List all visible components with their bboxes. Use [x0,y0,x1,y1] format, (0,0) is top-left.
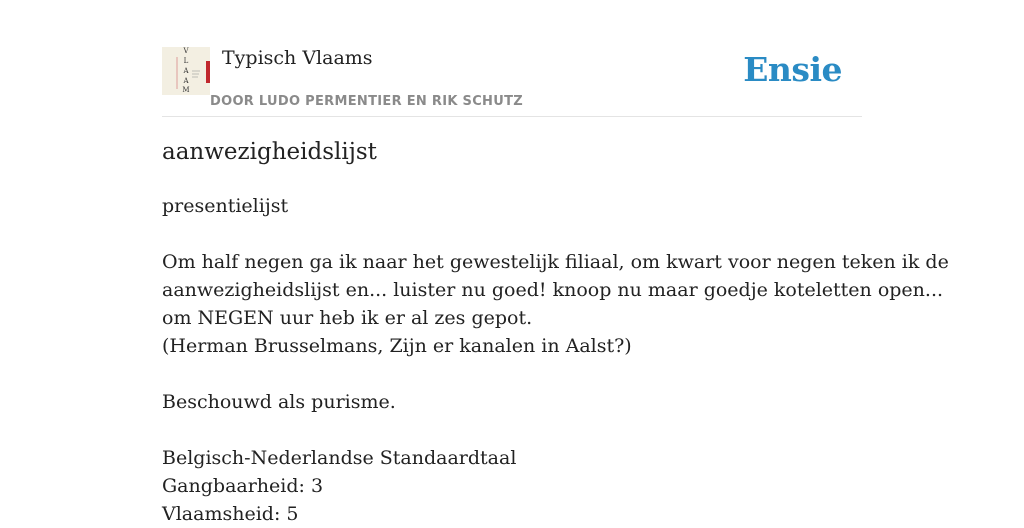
example-line: Om half negen ga ik naar het gewestelijk filiaal, om kwart voor negen teken ik de [162,251,949,273]
svg-text:L: L [183,57,189,65]
entry-body [162,192,949,528]
entry-note: Beschouwd als purisme. [162,391,396,413]
svg-text:M: M [182,86,190,94]
paragraph-gap [162,360,862,388]
header [162,44,862,117]
entry-title: aanwezigheidslijst [162,139,377,165]
book-cover-icon[interactable] [162,47,210,95]
svg-text:A: A [183,67,189,75]
svg-text:A: A [183,77,189,85]
paragraph-gap [162,416,862,444]
book-title[interactable]: Typisch Vlaams [222,47,373,69]
paragraph-gap [162,220,862,248]
example-line: om NEGEN uur heb ik er al zes gepot. [162,307,533,329]
book-authors: DOOR LUDO PERMENTIER EN RIK SCHUTZ [210,94,523,109]
example-source: (Herman Brusselmans, Zijn er kanalen in Aalst?) [162,335,632,357]
entry-synonym: presentielijst [162,195,289,217]
example-line: aanwezigheidslijst en... luister nu goed! knoop nu maar goedje koteletten open... [162,279,944,301]
entry-standard: Belgisch-Nederlandse Standaardtaal [162,447,517,469]
ensie-logo-link[interactable]: Ensie [743,50,842,89]
entry-vlaamsheid: Vlaamsheid: 5 [162,503,299,525]
entry-gangbaarheid: Gangbaarheid: 3 [162,475,324,497]
svg-text:V: V [183,47,189,55]
